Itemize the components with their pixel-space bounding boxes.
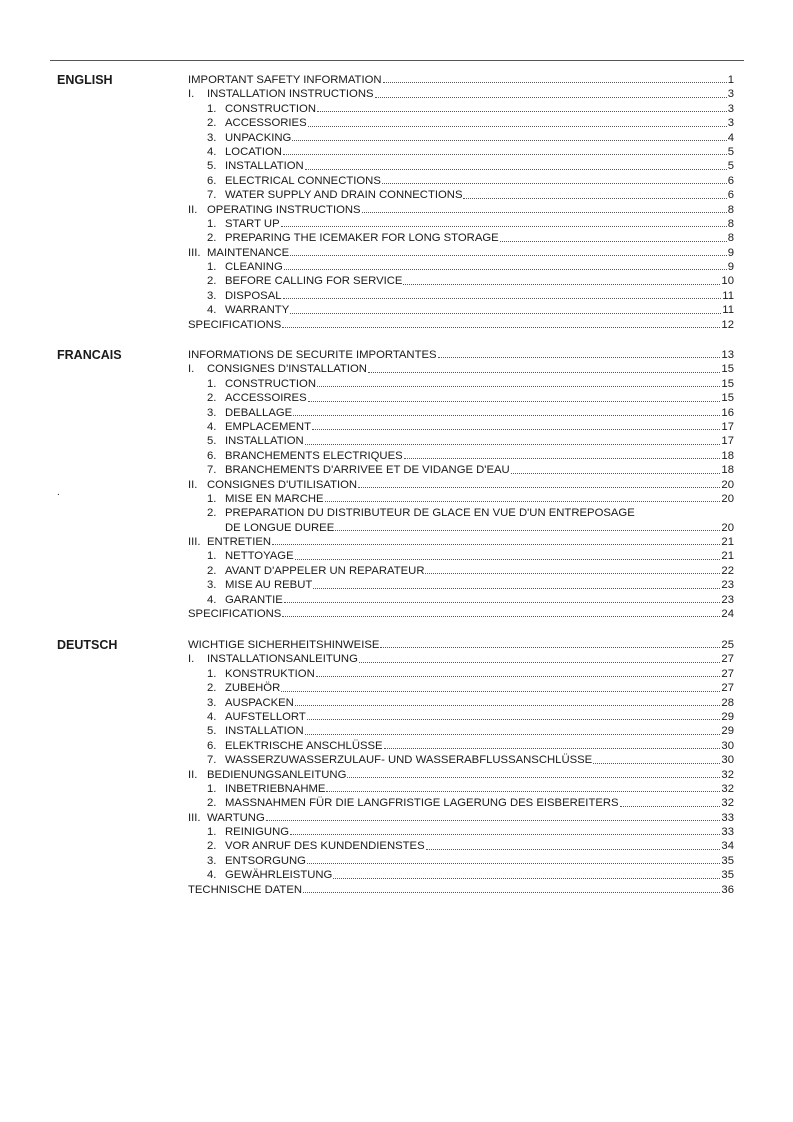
page-number: 30: [721, 739, 734, 752]
leader-dots: [620, 806, 721, 807]
entry-number: 1.: [207, 102, 217, 115]
leader-dots: [272, 544, 720, 545]
toc-entry[interactable]: [188, 159, 734, 173]
entry-title: INSTALLATION: [225, 725, 304, 738]
entry-number: 1.: [207, 550, 217, 563]
page-number: 17: [721, 435, 734, 448]
toc-entry[interactable]: [188, 463, 734, 477]
entry-number: 2.: [207, 797, 217, 810]
header-rule: [50, 60, 744, 61]
entry-number: 7.: [207, 754, 217, 767]
page-number: 8: [727, 232, 734, 245]
entry-title: GARANTIE: [225, 593, 283, 606]
toc-entry[interactable]: [188, 73, 734, 87]
entry-title: MAINTENANCE: [207, 246, 290, 259]
entry-number: III.: [188, 536, 201, 549]
entry-number: III.: [188, 811, 201, 824]
toc-list: [188, 73, 734, 332]
toc-entry[interactable]: [188, 667, 734, 681]
entry-title: INSTALLATION: [225, 160, 304, 173]
toc-entry[interactable]: [188, 260, 734, 274]
entry-number: 1.: [207, 826, 217, 839]
page-number: 21: [721, 536, 734, 549]
entry-number: II.: [188, 478, 198, 491]
entry-title-continued: DE LONGUE DUREE: [225, 521, 335, 534]
entry-title: CONSIGNES D'INSTALLATION: [207, 363, 367, 376]
leader-dots: [403, 284, 720, 285]
leader-dots: [308, 126, 727, 127]
entry-title: ACCESSOIRES: [225, 392, 307, 405]
leader-dots: [313, 588, 720, 589]
leader-dots: [293, 415, 720, 416]
entry-title: EMPLACEMENT: [225, 420, 311, 433]
entry-title: INFORMATIONS DE SECURITE IMPORTANTES: [188, 348, 437, 361]
leader-dots: [290, 255, 726, 256]
entry-title: AVANT D'APPELER UN REPARATEUR: [225, 564, 425, 577]
leader-dots: [335, 530, 720, 531]
page-number: 9: [727, 261, 734, 274]
page-number: 3: [727, 88, 734, 101]
page-number: 27: [721, 653, 734, 666]
page-number: 3: [727, 102, 734, 115]
entry-title: INBETRIEBNAHME: [225, 782, 326, 795]
leader-dots: [308, 401, 721, 402]
toc-entry[interactable]: [188, 188, 734, 202]
page-number: 8: [727, 217, 734, 230]
entry-number: 4.: [207, 145, 217, 158]
entry-title: TECHNISCHE DATEN: [188, 883, 303, 896]
entry-number: I.: [188, 363, 195, 376]
entry-title: BEDIENUNGSANLEITUNG: [207, 768, 347, 781]
entry-title: CLEANING: [225, 261, 283, 274]
leader-dots: [425, 573, 720, 574]
page-number: 29: [721, 725, 734, 738]
leader-dots: [284, 269, 727, 270]
entry-title: INSTALLATION INSTRUCTIONS: [207, 88, 374, 101]
toc-entry[interactable]: [188, 377, 734, 391]
entry-number: 5.: [207, 435, 217, 448]
entry-title: ZUBEHÖR: [225, 682, 281, 695]
leader-dots: [266, 820, 721, 821]
entry-title: INSTALLATION: [225, 435, 304, 448]
leader-dots: [384, 748, 721, 749]
leader-dots: [362, 212, 727, 213]
entry-number: 2.: [207, 682, 217, 695]
toc-entry[interactable]: [188, 174, 734, 188]
toc-entry[interactable]: [188, 578, 734, 592]
entry-number: 3.: [207, 131, 217, 144]
entry-title: ELEKTRISCHE ANSCHLÜSSE: [225, 739, 383, 752]
leader-dots: [295, 705, 721, 706]
toc-entry[interactable]: [188, 681, 734, 695]
page-number: 28: [721, 696, 734, 709]
toc-entry[interactable]: [188, 839, 734, 853]
entry-title: SPECIFICATIONS: [188, 318, 282, 331]
leader-dots: [305, 444, 721, 445]
toc-entry[interactable]: [188, 825, 734, 839]
entry-number: 2.: [207, 564, 217, 577]
entry-title: IMPORTANT SAFETY INFORMATION: [188, 73, 382, 86]
toc-entry[interactable]: [188, 753, 734, 767]
entry-title: BEFORE CALLING FOR SERVICE: [225, 275, 403, 288]
toc-entry[interactable]: [188, 868, 734, 882]
leader-dots: [426, 849, 721, 850]
toc-entry[interactable]: [188, 768, 734, 782]
page-number: 20: [721, 478, 734, 491]
page-number: 16: [721, 406, 734, 419]
entry-number: 5.: [207, 160, 217, 173]
entry-title: CONSIGNES D'UTILISATION: [207, 478, 358, 491]
page-number: 15: [721, 363, 734, 376]
page-number: 17: [721, 420, 734, 433]
page-number: 27: [721, 682, 734, 695]
entry-number: 2.: [207, 275, 217, 288]
page-number: 15: [721, 377, 734, 390]
toc-entry[interactable]: [188, 362, 734, 376]
entry-number: 3.: [207, 854, 217, 867]
page-number: 5: [727, 160, 734, 173]
entry-number: I.: [188, 653, 195, 666]
toc-entry[interactable]: [188, 607, 734, 621]
entry-title: ENTSORGUNG: [225, 854, 306, 867]
toc-entry[interactable]: [188, 652, 734, 666]
leader-dots: [380, 647, 720, 648]
toc-entry[interactable]: [188, 739, 734, 753]
entry-title: CONSTRUCTION: [225, 102, 316, 115]
entry-number: 6.: [207, 739, 217, 752]
language-heading: DEUTSCH: [57, 638, 118, 652]
toc-entry-continuation[interactable]: [188, 521, 734, 535]
leader-dots: [284, 602, 721, 603]
entry-number: 2.: [207, 840, 217, 853]
page-number: 18: [721, 464, 734, 477]
leader-dots: [347, 777, 720, 778]
entry-title: WASSERZUWASSERZULAUF- UND WASSERABFLUSSANSCHLÜSSE: [225, 754, 593, 767]
toc-entry[interactable]: [188, 131, 734, 145]
page-number: 23: [721, 593, 734, 606]
entry-title: BRANCHEMENTS D'ARRIVEE ET DE VIDANGE D'EAU: [225, 464, 510, 477]
leader-dots: [511, 473, 721, 474]
toc-entry[interactable]: [188, 217, 734, 231]
page-number: 9: [727, 246, 734, 259]
entry-title: OPERATING INSTRUCTIONS: [207, 203, 361, 216]
page-number: 22: [721, 564, 734, 577]
toc-entry[interactable]: [188, 811, 734, 825]
toc-entry[interactable]: [188, 274, 734, 288]
entry-title: DEBALLAGE: [225, 406, 293, 419]
toc-entry[interactable]: [188, 116, 734, 130]
leader-dots: [325, 501, 721, 502]
page-number: 11: [722, 289, 734, 302]
entry-title: WARTUNG: [207, 811, 265, 824]
leader-dots: [368, 372, 721, 373]
entry-number: 7.: [207, 189, 217, 202]
toc-entry[interactable]: [188, 289, 734, 303]
leader-dots: [281, 226, 727, 227]
entry-title: ELECTRICAL CONNECTIONS: [225, 174, 381, 187]
leader-dots: [282, 616, 720, 617]
entry-number: II.: [188, 768, 198, 781]
leader-dots: [305, 169, 727, 170]
page-number: 10: [721, 275, 734, 288]
toc-entry[interactable]: [188, 246, 734, 260]
page-number: 20: [721, 492, 734, 505]
toc-entry[interactable]: [188, 348, 734, 362]
toc-entry[interactable]: [188, 506, 734, 520]
page-number: 18: [721, 449, 734, 462]
leader-dots: [317, 111, 727, 112]
toc-entry[interactable]: [188, 782, 734, 796]
leader-dots: [282, 327, 720, 328]
entry-number: 4.: [207, 710, 217, 723]
leader-dots: [333, 878, 720, 879]
toc-entry[interactable]: [188, 796, 734, 810]
leader-dots: [292, 140, 726, 141]
entry-title: REINIGUNG: [225, 826, 290, 839]
page-number: 30: [721, 754, 734, 767]
page-number: 33: [721, 826, 734, 839]
entry-number: 7.: [207, 464, 217, 477]
leader-dots: [307, 719, 721, 720]
leader-dots: [281, 691, 720, 692]
page-number: 1: [727, 73, 734, 86]
leader-dots: [463, 198, 726, 199]
leader-dots: [382, 183, 727, 184]
toc-entry[interactable]: [188, 318, 734, 332]
page-number: 24: [721, 608, 734, 621]
toc-entry[interactable]: [188, 449, 734, 463]
entry-number: 1.: [207, 782, 217, 795]
entry-title: BRANCHEMENTS ELECTRIQUES: [225, 449, 403, 462]
toc-entry[interactable]: [188, 854, 734, 868]
page-number: 32: [721, 768, 734, 781]
entry-title: START UP: [225, 217, 280, 230]
page-number: 35: [721, 854, 734, 867]
page-number: 6: [727, 189, 734, 202]
language-heading: FRANCAIS: [57, 348, 122, 362]
toc-entry[interactable]: [188, 303, 734, 317]
entry-title: SPECIFICATIONS: [188, 608, 282, 621]
toc-list: [188, 638, 734, 897]
toc-entry[interactable]: [188, 696, 734, 710]
toc-entry[interactable]: [188, 535, 734, 549]
page-number: 20: [721, 521, 734, 534]
toc-entry[interactable]: [188, 638, 734, 652]
leader-dots: [383, 82, 727, 83]
leader-dots: [283, 298, 722, 299]
page-number: 8: [727, 203, 734, 216]
toc-entry[interactable]: [188, 145, 734, 159]
entry-title: VOR ANRUF DES KUNDENDIENSTES: [225, 840, 425, 853]
entry-number: 6.: [207, 449, 217, 462]
entry-title: CONSTRUCTION: [225, 377, 316, 390]
toc-entry[interactable]: [188, 593, 734, 607]
entry-number: 3.: [207, 579, 217, 592]
toc-entry[interactable]: [188, 231, 734, 245]
entry-number: II.: [188, 203, 198, 216]
entry-title: PREPARING THE ICEMAKER FOR LONG STORAGE: [225, 232, 499, 245]
entry-title: LOCATION: [225, 145, 282, 158]
entry-number: 3.: [207, 406, 217, 419]
entry-number: 3.: [207, 696, 217, 709]
toc-entry[interactable]: [188, 102, 734, 116]
leader-dots: [375, 97, 727, 98]
page-number: 5: [727, 145, 734, 158]
entry-number: 1.: [207, 217, 217, 230]
entry-title: MISE EN MARCHE: [225, 492, 324, 505]
toc-entry[interactable]: [188, 406, 734, 420]
toc-entry[interactable]: [188, 564, 734, 578]
leader-dots: [316, 676, 721, 677]
toc-entry[interactable]: [188, 434, 734, 448]
leader-dots: [359, 662, 721, 663]
toc-entry[interactable]: [188, 710, 734, 724]
entry-title: KONSTRUKTION: [225, 667, 315, 680]
page-number: 3: [727, 117, 734, 130]
leader-dots: [404, 458, 721, 459]
language-heading: ENGLISH: [57, 73, 113, 87]
entry-title: WARRANTY: [225, 304, 290, 317]
page-number: 35: [721, 869, 734, 882]
toc-entry[interactable]: [188, 492, 734, 506]
page-number: 12: [721, 318, 734, 331]
entry-title: ENTRETIEN: [207, 536, 272, 549]
entry-number: 2.: [207, 507, 217, 520]
entry-title: AUSPACKEN: [225, 696, 294, 709]
entry-number: III.: [188, 246, 201, 259]
entry-number: 4.: [207, 593, 217, 606]
toc-entry[interactable]: [188, 391, 734, 405]
page-number: 23: [721, 579, 734, 592]
page-number: 33: [721, 811, 734, 824]
entry-title: ACCESSORIES: [225, 117, 307, 130]
entry-title: GEWÄHRLEISTUNG: [225, 869, 333, 882]
entry-title: PREPARATION DU DISTRIBUTEUR DE GLACE EN VUE D'UN ENTREPOSAGE: [225, 507, 635, 520]
leader-dots: [500, 241, 727, 242]
leader-dots: [326, 791, 720, 792]
entry-number: 5.: [207, 725, 217, 738]
page-number: 32: [721, 782, 734, 795]
entry-title: MASSNAHMEN FÜR DIE LANGFRISTIGE LAGERUNG DES EISBEREITERS: [225, 797, 619, 810]
entry-title: INSTALLATIONSANLEITUNG: [207, 653, 358, 666]
entry-number: 6.: [207, 174, 217, 187]
leader-dots: [283, 154, 727, 155]
toc-entry[interactable]: [188, 883, 734, 897]
entry-number: 1.: [207, 261, 217, 274]
entry-number: 2.: [207, 117, 217, 130]
entry-number: 4.: [207, 869, 217, 882]
leader-dots: [305, 734, 721, 735]
page-number: 29: [721, 710, 734, 723]
toc-entry[interactable]: [188, 87, 734, 101]
page-number: 13: [721, 348, 734, 361]
entry-number: 4.: [207, 304, 217, 317]
page-number: 21: [721, 550, 734, 563]
page-number: 36: [721, 883, 734, 896]
toc-entry[interactable]: [188, 549, 734, 563]
stray-mark: .: [57, 487, 60, 498]
toc-entry[interactable]: [188, 478, 734, 492]
leader-dots: [307, 863, 720, 864]
leader-dots: [290, 834, 720, 835]
entry-title: AUFSTELLORT: [225, 710, 306, 723]
toc-list: [188, 348, 734, 621]
entry-number: 1.: [207, 492, 217, 505]
toc-entry[interactable]: [188, 420, 734, 434]
leader-dots: [295, 559, 721, 560]
entry-number: 4.: [207, 420, 217, 433]
leader-dots: [438, 357, 721, 358]
toc-entry[interactable]: [188, 203, 734, 217]
entry-number: 1.: [207, 667, 217, 680]
page-number: 32: [721, 797, 734, 810]
leader-dots: [312, 429, 720, 430]
page-number: 11: [722, 304, 734, 317]
entry-title: UNPACKING: [225, 131, 292, 144]
entry-number: 3.: [207, 289, 217, 302]
entry-number: 1.: [207, 377, 217, 390]
entry-number: I.: [188, 88, 195, 101]
page-number: 6: [727, 174, 734, 187]
entry-title: MISE AU REBUT: [225, 579, 313, 592]
leader-dots: [317, 386, 720, 387]
page-number: 25: [721, 638, 734, 651]
entry-title: NETTOYAGE: [225, 550, 294, 563]
page-number: 4: [727, 131, 734, 144]
page-number: 27: [721, 667, 734, 680]
entry-number: 2.: [207, 232, 217, 245]
leader-dots: [358, 487, 720, 488]
entry-title: WATER SUPPLY AND DRAIN CONNECTIONS: [225, 189, 463, 202]
leader-dots: [303, 892, 720, 893]
entry-number: 2.: [207, 392, 217, 405]
page-number: 34: [721, 840, 734, 853]
toc-entry[interactable]: [188, 724, 734, 738]
leader-dots: [290, 313, 721, 314]
entry-title: WICHTIGE SICHERHEITSHINWEISE: [188, 638, 380, 651]
entry-title: DISPOSAL: [225, 289, 282, 302]
leader-dots: [593, 763, 720, 764]
page-number: 15: [721, 392, 734, 405]
